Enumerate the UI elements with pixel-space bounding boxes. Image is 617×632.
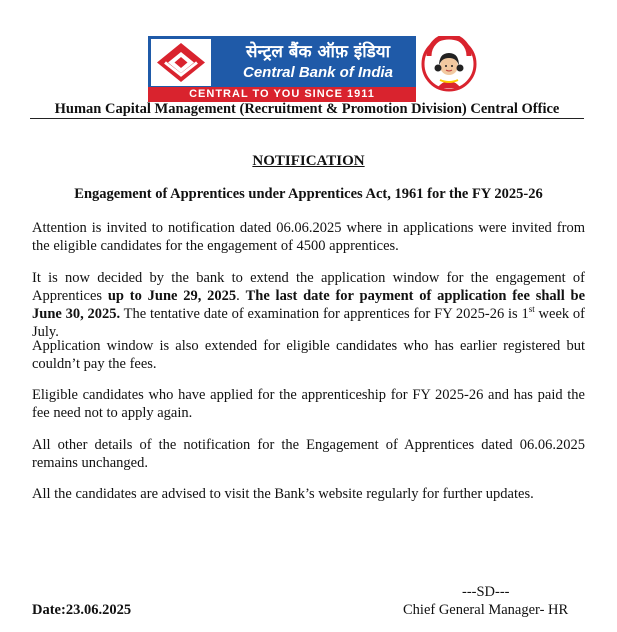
- notification-subject: Engagement of Apprentices under Apprentices Act, 1961 for the FY 2025-26: [74, 186, 543, 202]
- exam-date-text-end: week of July.: [32, 306, 586, 340]
- ordinal-suffix: st: [528, 304, 535, 315]
- fee-payment-deadline: The last date for payment of application fee shall be June 30, 2025.: [32, 288, 586, 322]
- exam-date-text: The tentative date of examination for apprentices for FY 2025-26 is 1: [120, 306, 529, 322]
- bank-emblem-icon: [151, 39, 211, 86]
- extension-text-sep: .: [236, 288, 246, 304]
- paragraph-other-details: All other details of the notification for the Engagement of Apprentices dated 06.06.2025 remains unchanged.: [32, 437, 585, 471]
- beti-bachao-mascot-icon: [421, 36, 477, 98]
- paragraph-attention: Attention is invited to notification dated 06.06.2025 where in applications were invited from the eligible candidates for the engagement of 4500 apprentices.: [32, 220, 585, 254]
- bank-tagline: CENTRAL TO YOU SINCE 1911: [148, 87, 416, 102]
- bank-name-english: Central Bank of India: [242, 64, 394, 81]
- paragraph-fee-window: Application window is also extended for eligible candidates who has earlier registered but couldn’t pay the fees.: [32, 338, 585, 372]
- header-divider: [30, 118, 584, 119]
- extended-deadline: up to June 29, 2025: [107, 288, 237, 304]
- bank-logo: [148, 36, 416, 102]
- paragraph-extension: [32, 269, 585, 341]
- notice-date: Date:23.06.2025: [32, 602, 132, 618]
- notification-heading: NOTIFICATION: [252, 153, 365, 169]
- paragraph-already-applied: Eligible candidates who have applied for the apprenticeship for FY 2025-26 and has paid the fee need not to apply again.: [32, 387, 585, 421]
- signature-mark: ---SD---: [462, 584, 510, 600]
- paragraph-website-advice: All the candidates are advised to visit the Bank’s website regularly for further updates.: [32, 486, 534, 502]
- department-header: Human Capital Management (Recruitment & Promotion Division) Central Office: [54, 101, 560, 117]
- bank-name-hindi: सेन्ट्रल बैंक ऑफ़ इंडिया: [245, 42, 391, 62]
- extension-text: It is now decided by the bank to extend the application window for the engagement of Apprentices: [32, 270, 585, 304]
- signatory-title: Chief General Manager- HR: [403, 602, 569, 618]
